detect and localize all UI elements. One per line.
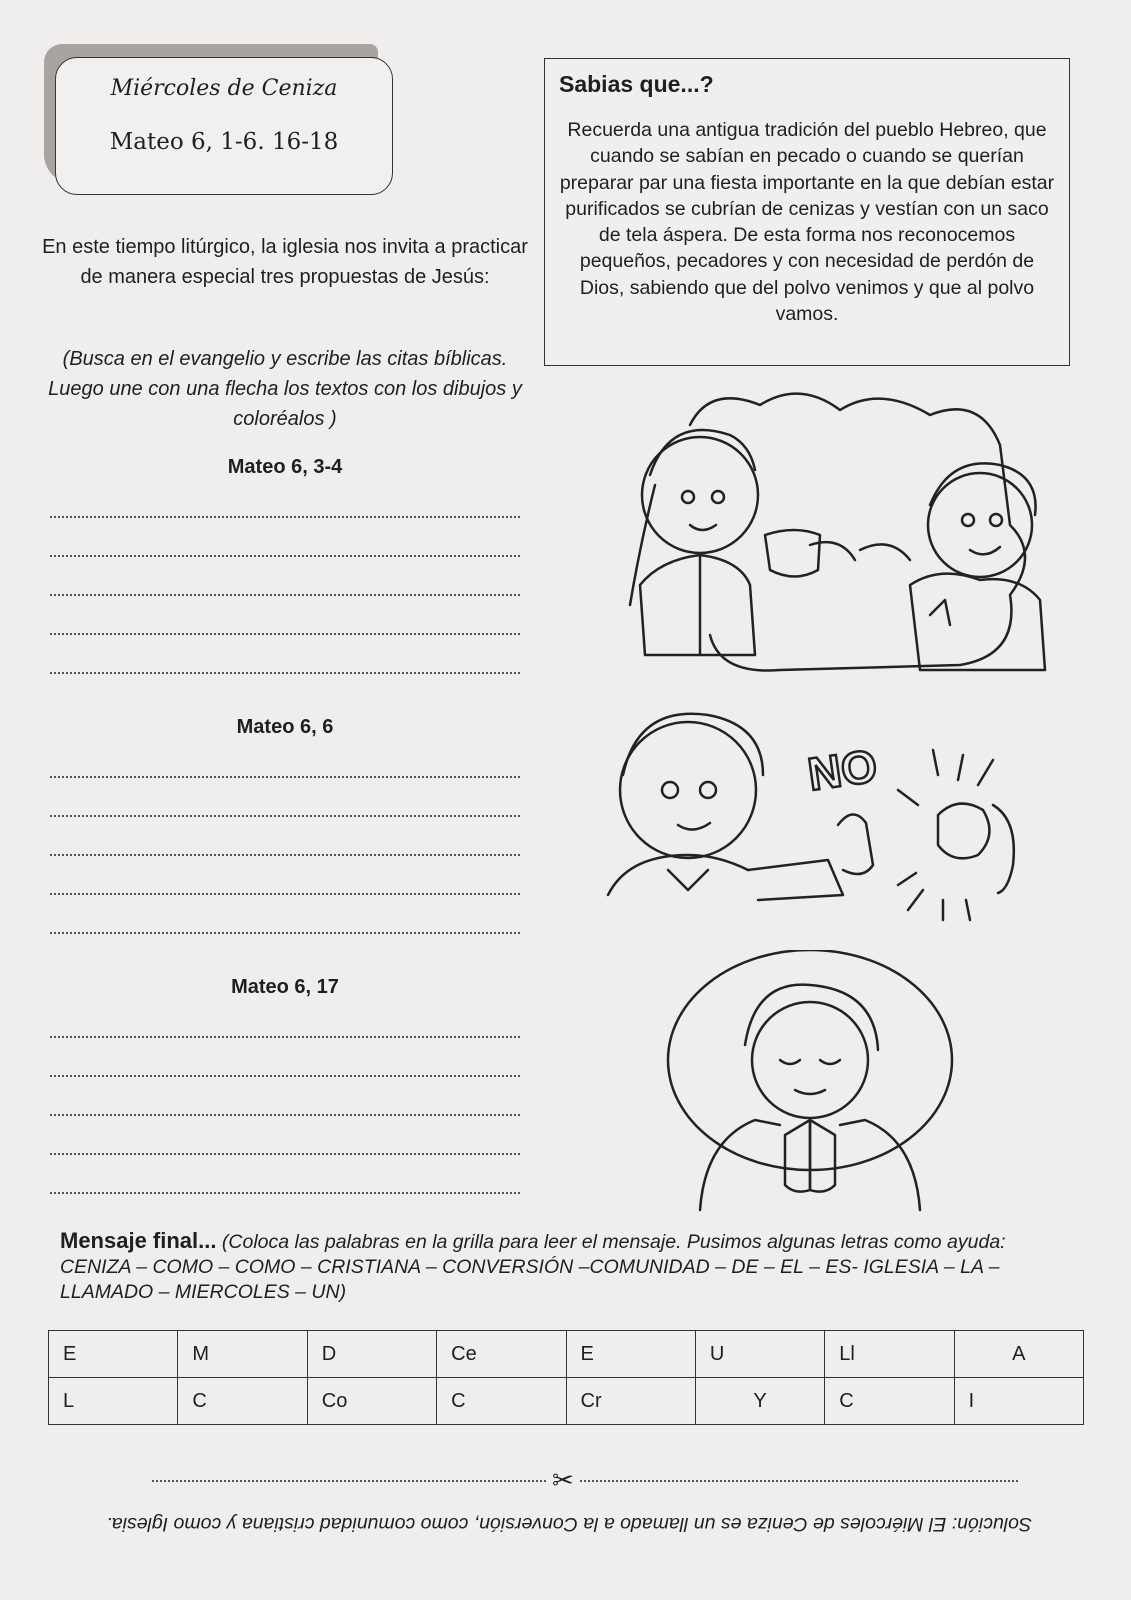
grid-cell[interactable]: Ll <box>825 1331 954 1378</box>
did-you-know-heading: Sabias que...? <box>559 71 714 97</box>
grid-cell[interactable]: L <box>49 1378 178 1425</box>
grid-cell[interactable]: Y <box>695 1378 824 1425</box>
answer-line[interactable] <box>50 854 520 856</box>
grid-cell[interactable]: A <box>954 1331 1083 1378</box>
did-you-know-text: Recuerda una antigua tradición del pueblo Hebreo, que cuando se sabían en pecado o cuando se querían preparar par una fiesta importante en la que debían estar purificados se cubrían de cenizas y vestían con un saco de tela áspera. De esta forma nos reconocemos pequeños, pecadores y con necesidad de perdón de Dios, sabiendo que del polvo venimos y que al polvo vamos. <box>559 119 1055 326</box>
answer-line[interactable] <box>50 516 520 518</box>
word-grid <box>48 1330 1084 1425</box>
answer-line[interactable] <box>50 1153 520 1155</box>
intro-text: En este tiempo litúrgico, la iglesia nos invita a practicar de manera especial tres propuestas de Jesús: <box>42 236 528 288</box>
grid-cell[interactable]: I <box>954 1378 1083 1425</box>
final-message-instructions: (Coloca las palabras en la grilla para leer el mensaje. Pusimos algunas letras como ayuda: CENIZA – COMO – COMO – CRISTIANA – CONVERSIÓN –COMUNIDAD – DE – EL – ES- IGLESIA – LA – LLAMADO – MIERCOLES – UN) <box>60 1231 1006 1303</box>
answer-line[interactable] <box>50 1114 520 1116</box>
grid-cell[interactable]: C <box>437 1378 566 1425</box>
final-message <box>60 1228 1070 1305</box>
solution-text: Solución: El Miércoles de Ceniza es un llamado a la Conversión, como comunidad cristiana y como Iglesia. <box>106 1513 1032 1535</box>
answer-line[interactable] <box>50 594 520 596</box>
grid-cell[interactable]: Co <box>307 1378 436 1425</box>
answer-line[interactable] <box>50 932 520 934</box>
illustration-praying <box>660 950 970 1220</box>
grid-cell[interactable]: E <box>566 1331 695 1378</box>
no-label: NO <box>804 739 881 801</box>
reference-mateo-6-17: Mateo 6, 17 <box>231 976 339 998</box>
answer-line[interactable] <box>50 633 520 635</box>
answer-line[interactable] <box>50 815 520 817</box>
reference-mateo-6-6: Mateo 6, 6 <box>236 716 334 738</box>
instructions-text: (Busca en el evangelio y escribe las citas bíblicas. Luego une con una flecha los textos con los dibujos y coloréalos ) <box>48 348 522 430</box>
final-message-heading: Mensaje final... <box>60 1228 217 1253</box>
grid-cell[interactable]: M <box>178 1331 307 1378</box>
grid-cell[interactable]: D <box>307 1331 436 1378</box>
did-you-know-box <box>544 58 1070 366</box>
illustration-giving-alms <box>600 385 1090 685</box>
grid-cell[interactable]: C <box>825 1378 954 1425</box>
page-title: Miércoles de Ceniza <box>110 76 338 101</box>
answer-line[interactable] <box>50 555 520 557</box>
reference-mateo-6-3-4: Mateo 6, 3-4 <box>227 456 343 478</box>
answer-line[interactable] <box>50 672 520 674</box>
answer-line[interactable] <box>50 776 520 778</box>
answer-line[interactable] <box>50 1192 520 1194</box>
cut-line <box>152 1480 1018 1482</box>
answer-line[interactable] <box>50 1075 520 1077</box>
title-card <box>55 57 393 195</box>
answer-line[interactable] <box>50 1036 520 1038</box>
grid-cell[interactable]: C <box>178 1378 307 1425</box>
grid-cell[interactable]: Ce <box>437 1331 566 1378</box>
answer-line[interactable] <box>50 893 520 895</box>
illustration-refusing <box>598 695 1058 940</box>
gospel-reference: Mateo 6, 1-6. 16-18 <box>109 129 339 155</box>
grid-cell[interactable]: U <box>695 1331 824 1378</box>
grid-cell[interactable]: E <box>49 1331 178 1378</box>
scissors-icon: ✂ <box>548 1466 578 1494</box>
grid-cell[interactable]: Cr <box>566 1378 695 1425</box>
